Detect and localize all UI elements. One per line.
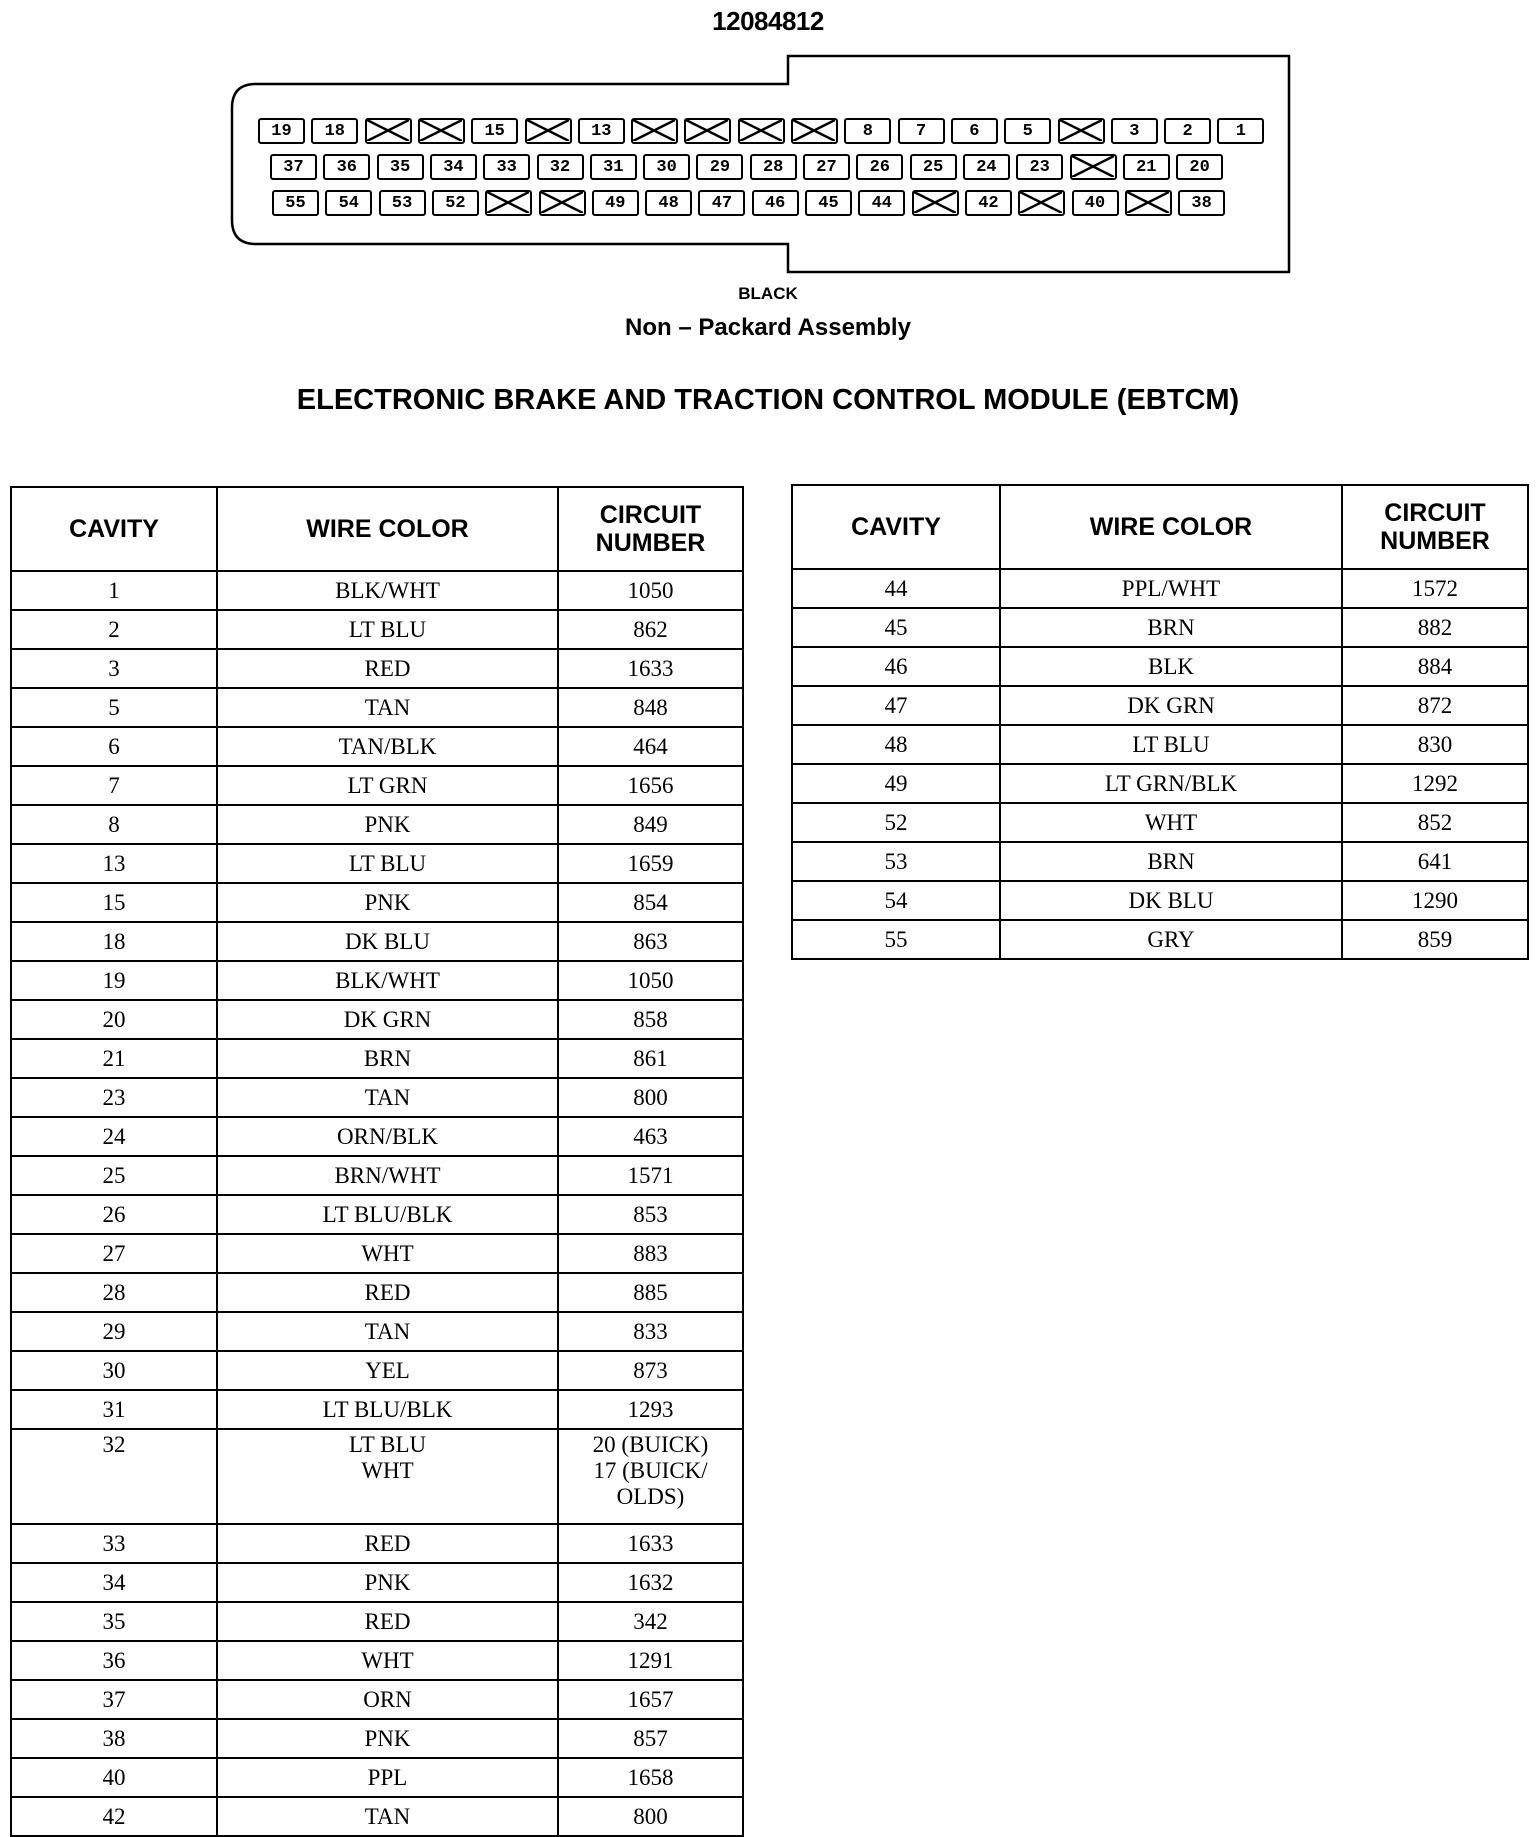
table-row — [11, 1758, 743, 1797]
cavity-cell: 27 — [11, 1234, 217, 1273]
table-header-row — [792, 485, 1528, 569]
column-header-circuit-line1: CIRCUIT — [599, 501, 702, 529]
circuit-number-cell: 342 — [558, 1602, 743, 1641]
cavity-21: 21 — [1123, 154, 1170, 180]
pin-table-left-body — [11, 571, 743, 1836]
table-row — [11, 961, 743, 1000]
table-row — [11, 1351, 743, 1390]
circuit-number-cell: 858 — [558, 1000, 743, 1039]
circuit-number-cell: 641 — [1342, 842, 1528, 881]
cavity-15: 15 — [471, 118, 518, 144]
wire-color-cell: WHT — [217, 1641, 558, 1680]
table-row — [792, 842, 1528, 881]
wire-color-cell: RED — [217, 649, 558, 688]
wire-color-cell: PPL/WHT — [1000, 569, 1342, 608]
cavity-cell: 6 — [11, 727, 217, 766]
column-header-cavity: CAVITY — [792, 485, 1000, 569]
cavity-cell: 47 — [792, 686, 1000, 725]
circuit-number-cell: 853 — [558, 1195, 743, 1234]
wire-color-cell: PPL — [217, 1758, 558, 1797]
table-row — [792, 725, 1528, 764]
table-row — [11, 883, 743, 922]
circuit-number-cell: 800 — [558, 1797, 743, 1836]
plugged-cavity — [1058, 118, 1105, 144]
cavity-cell: 24 — [11, 1117, 217, 1156]
cavity-8: 8 — [844, 118, 891, 144]
cavity-28: 28 — [750, 154, 797, 180]
cavity-cell: 40 — [11, 1758, 217, 1797]
plugged-cavity — [418, 118, 465, 144]
cavity-49: 49 — [592, 190, 639, 216]
cavity-cell: 31 — [11, 1390, 217, 1429]
table-row — [792, 803, 1528, 842]
column-header-circuit-line2: NUMBER — [595, 529, 706, 557]
column-header-circuit-line2: NUMBER — [1380, 527, 1490, 555]
wire-color-cell: PNK — [217, 1719, 558, 1758]
table-row — [792, 608, 1528, 647]
circuit-number-cell: 1290 — [1342, 881, 1528, 920]
module-title: ELECTRONIC BRAKE AND TRACTION CONTROL MODULE (EBTCM) — [296, 384, 1240, 416]
cavity-cell: 28 — [11, 1273, 217, 1312]
circuit-number-cell-line: OLDS) — [616, 1484, 685, 1509]
circuit-number-cell: 1657 — [558, 1680, 743, 1719]
table-row — [11, 1390, 743, 1429]
cavity-cell: 42 — [11, 1797, 217, 1836]
plugged-cavity — [485, 190, 532, 216]
cavity-27: 27 — [803, 154, 850, 180]
table-row — [792, 569, 1528, 608]
table-row — [11, 1524, 743, 1563]
wire-color-cell: LT BLU — [1000, 725, 1342, 764]
table-row — [11, 1039, 743, 1078]
circuit-number-cell: 861 — [558, 1039, 743, 1078]
cavity-row-3 — [272, 190, 1232, 220]
cavity-20: 20 — [1176, 154, 1223, 180]
pin-table-right — [791, 484, 1529, 960]
circuit-number-cell: 872 — [1342, 686, 1528, 725]
cavity-18: 18 — [311, 118, 358, 144]
wire-color-cell: YEL — [217, 1351, 558, 1390]
circuit-number-cell: 1658 — [558, 1758, 743, 1797]
circuit-number-cell: 1656 — [558, 766, 743, 805]
connector-color-label: BLACK — [738, 284, 798, 303]
assembly-label: Non – Packard Assembly — [625, 314, 911, 341]
wire-color-cell: GRY — [1000, 920, 1342, 959]
wire-color-cell: RED — [217, 1602, 558, 1641]
cavity-44: 44 — [858, 190, 905, 216]
wire-color-cell: TAN — [217, 688, 558, 727]
column-header-wire-color: WIRE COLOR — [1000, 485, 1342, 569]
cavity-cell: 45 — [792, 608, 1000, 647]
table-row — [11, 1078, 743, 1117]
table-row — [11, 1602, 743, 1641]
circuit-number-cell: 883 — [558, 1234, 743, 1273]
table-row — [11, 649, 743, 688]
cavity-36: 36 — [323, 154, 370, 180]
cavity-32: 32 — [537, 154, 584, 180]
table-row — [11, 1156, 743, 1195]
circuit-number-cell: 885 — [558, 1273, 743, 1312]
cavity-cell: 1 — [11, 571, 217, 610]
table-row — [792, 647, 1528, 686]
circuit-number-cell: 882 — [1342, 608, 1528, 647]
circuit-number-cell: 1659 — [558, 844, 743, 883]
cavity-3: 3 — [1111, 118, 1158, 144]
circuit-number-cell: 849 — [558, 805, 743, 844]
wire-color-cell-line: LT BLU — [348, 1432, 427, 1457]
table-row — [792, 881, 1528, 920]
table-row — [11, 844, 743, 883]
wire-color-cell: LT BLU/BLK — [217, 1390, 558, 1429]
column-header-circuit-number — [558, 487, 743, 571]
cavity-cell: 35 — [11, 1602, 217, 1641]
circuit-number-cell: 1050 — [558, 571, 743, 610]
plugged-cavity — [684, 118, 731, 144]
cavity-42: 42 — [965, 190, 1012, 216]
cavity-26: 26 — [856, 154, 903, 180]
cavity-cell: 33 — [11, 1524, 217, 1563]
column-header-wire-color: WIRE COLOR — [217, 487, 558, 571]
wire-color-cell: WHT — [1000, 803, 1342, 842]
cavity-cell: 23 — [11, 1078, 217, 1117]
table-row — [11, 1273, 743, 1312]
circuit-number-cell: 830 — [1342, 725, 1528, 764]
cavity-cell: 13 — [11, 844, 217, 883]
wire-color-cell: BRN — [1000, 842, 1342, 881]
wire-color-cell: BRN — [1000, 608, 1342, 647]
cavity-row-2 — [270, 154, 1230, 184]
cavity-cell: 19 — [11, 961, 217, 1000]
circuit-number-cell: 833 — [558, 1312, 743, 1351]
cavity-13: 13 — [578, 118, 625, 144]
cavity-34: 34 — [430, 154, 477, 180]
wire-color-cell: PNK — [217, 805, 558, 844]
plugged-cavity — [1070, 154, 1117, 180]
cavity-cell: 8 — [11, 805, 217, 844]
plugged-cavity — [912, 190, 959, 216]
table-row — [11, 1000, 743, 1039]
table-row — [11, 1195, 743, 1234]
circuit-number-cell: 1633 — [558, 649, 743, 688]
wire-color-cell: BLK/WHT — [217, 961, 558, 1000]
cavity-46: 46 — [752, 190, 799, 216]
wire-color-cell: PNK — [217, 1563, 558, 1602]
cavity-cell: 25 — [11, 1156, 217, 1195]
wire-color-cell: BRN/WHT — [217, 1156, 558, 1195]
cavity-cell: 20 — [11, 1000, 217, 1039]
cavity-1: 1 — [1217, 118, 1264, 144]
table-row — [792, 920, 1528, 959]
cavity-cell: 2 — [11, 610, 217, 649]
cavity-2: 2 — [1164, 118, 1211, 144]
circuit-number-cell: 1632 — [558, 1563, 743, 1602]
plugged-cavity — [539, 190, 586, 216]
cavity-38: 38 — [1178, 190, 1225, 216]
circuit-number-cell: 1571 — [558, 1156, 743, 1195]
wire-color-cell: DK GRN — [1000, 686, 1342, 725]
wire-color-cell: DK BLU — [1000, 881, 1342, 920]
cavity-cell: 7 — [11, 766, 217, 805]
wire-color-cell: PNK — [217, 883, 558, 922]
column-header-circuit-number — [1342, 485, 1528, 569]
wire-color-cell: LT BLU — [217, 844, 558, 883]
table-row — [11, 571, 743, 610]
cavity-row-1 — [258, 118, 1268, 148]
cavity-cell: 38 — [11, 1719, 217, 1758]
cavity-53: 53 — [379, 190, 426, 216]
table-row — [11, 688, 743, 727]
table-row — [11, 610, 743, 649]
table-row — [11, 1797, 743, 1836]
plugged-cavity — [631, 118, 678, 144]
cavity-cell: 15 — [11, 883, 217, 922]
cavity-cell: 52 — [792, 803, 1000, 842]
cavity-5: 5 — [1004, 118, 1051, 144]
cavity-cell: 34 — [11, 1563, 217, 1602]
wire-color-cell-line: WHT — [361, 1458, 414, 1483]
cavity-40: 40 — [1072, 190, 1119, 216]
wire-color-cell: TAN — [217, 1312, 558, 1351]
table-row — [11, 1641, 743, 1680]
circuit-number-cell: 1572 — [1342, 569, 1528, 608]
table-row — [11, 1680, 743, 1719]
circuit-number-cell: 1050 — [558, 961, 743, 1000]
part-number: 12084812 — [712, 6, 824, 36]
cavity-24: 24 — [963, 154, 1010, 180]
wire-color-cell: LT BLU/BLK — [217, 1195, 558, 1234]
circuit-number-cell: 859 — [1342, 920, 1528, 959]
circuit-number-cell: 873 — [558, 1351, 743, 1390]
circuit-number-cell: 862 — [558, 610, 743, 649]
wire-color-cell: DK BLU — [217, 922, 558, 961]
wire-color-cell: BLK — [1000, 647, 1342, 686]
circuit-number-cell — [558, 1429, 743, 1524]
circuit-number-cell: 854 — [558, 883, 743, 922]
table-row — [11, 766, 743, 805]
table-row — [11, 1719, 743, 1758]
table-row — [11, 922, 743, 961]
pin-table-right-body — [792, 569, 1528, 959]
cavity-cell: 29 — [11, 1312, 217, 1351]
cavity-25: 25 — [910, 154, 957, 180]
cavity-23: 23 — [1016, 154, 1063, 180]
cavity-cell: 53 — [792, 842, 1000, 881]
cavity-29: 29 — [696, 154, 743, 180]
plugged-cavity — [1125, 190, 1172, 216]
cavity-cell: 55 — [792, 920, 1000, 959]
circuit-number-cell: 857 — [558, 1719, 743, 1758]
wire-color-cell: DK GRN — [217, 1000, 558, 1039]
wire-color-cell: ORN/BLK — [217, 1117, 558, 1156]
cavity-7: 7 — [898, 118, 945, 144]
circuit-number-cell: 884 — [1342, 647, 1528, 686]
plugged-cavity — [791, 118, 838, 144]
pin-table-left — [10, 486, 744, 1837]
plugged-cavity — [365, 118, 412, 144]
cavity-cell: 36 — [11, 1641, 217, 1680]
wire-color-cell: TAN — [217, 1078, 558, 1117]
wire-color-cell: LT GRN — [217, 766, 558, 805]
cavity-cell: 30 — [11, 1351, 217, 1390]
table-row — [792, 686, 1528, 725]
circuit-number-cell: 1633 — [558, 1524, 743, 1563]
table-row — [792, 764, 1528, 803]
cavity-31: 31 — [590, 154, 637, 180]
cavity-cell: 3 — [11, 649, 217, 688]
table-row — [11, 1234, 743, 1273]
cavity-47: 47 — [698, 190, 745, 216]
cavity-cell: 46 — [792, 647, 1000, 686]
wire-color-cell: RED — [217, 1524, 558, 1563]
wire-color-cell: BLK/WHT — [217, 571, 558, 610]
table-header-row — [11, 487, 743, 571]
circuit-number-cell: 463 — [558, 1117, 743, 1156]
wire-color-cell: LT BLU — [217, 610, 558, 649]
plugged-cavity — [1018, 190, 1065, 216]
circuit-number-cell: 863 — [558, 922, 743, 961]
cavity-45: 45 — [805, 190, 852, 216]
cavity-cell: 37 — [11, 1680, 217, 1719]
cavity-37: 37 — [270, 154, 317, 180]
table-row — [11, 1312, 743, 1351]
cavity-55: 55 — [272, 190, 319, 216]
wire-color-cell: LT GRN/BLK — [1000, 764, 1342, 803]
circuit-number-cell: 852 — [1342, 803, 1528, 842]
cavity-52: 52 — [432, 190, 479, 216]
circuit-number-cell: 1293 — [558, 1390, 743, 1429]
table-row — [11, 1563, 743, 1602]
cavity-cell: 54 — [792, 881, 1000, 920]
cavity-54: 54 — [325, 190, 372, 216]
cavity-cell: 49 — [792, 764, 1000, 803]
cavity-19: 19 — [258, 118, 305, 144]
table-row — [11, 727, 743, 766]
cavity-33: 33 — [483, 154, 530, 180]
connector-diagram — [228, 54, 1292, 274]
column-header-circuit-line1: CIRCUIT — [1384, 499, 1486, 527]
table-row — [11, 805, 743, 844]
table-row — [11, 1117, 743, 1156]
circuit-number-cell: 1291 — [558, 1641, 743, 1680]
cavity-6: 6 — [951, 118, 998, 144]
cavity-cell: 32 — [11, 1429, 217, 1524]
cavity-cell: 26 — [11, 1195, 217, 1234]
cavity-cell: 44 — [792, 569, 1000, 608]
cavity-35: 35 — [377, 154, 424, 180]
plugged-cavity — [738, 118, 785, 144]
wire-color-cell: WHT — [217, 1234, 558, 1273]
circuit-number-cell: 848 — [558, 688, 743, 727]
circuit-number-cell: 464 — [558, 727, 743, 766]
wire-color-cell: RED — [217, 1273, 558, 1312]
wire-color-cell: BRN — [217, 1039, 558, 1078]
circuit-number-cell-line: 20 (BUICK) — [592, 1432, 709, 1457]
cavity-30: 30 — [643, 154, 690, 180]
cavity-cell: 21 — [11, 1039, 217, 1078]
circuit-number-cell-line: 17 (BUICK/ — [593, 1458, 708, 1483]
cavity-cell: 5 — [11, 688, 217, 727]
wire-color-cell — [217, 1429, 558, 1524]
column-header-cavity: CAVITY — [11, 487, 217, 571]
cavity-cell: 48 — [792, 725, 1000, 764]
plugged-cavity — [525, 118, 572, 144]
wire-color-cell: TAN/BLK — [217, 727, 558, 766]
table-row — [11, 1429, 743, 1524]
wire-color-cell: ORN — [217, 1680, 558, 1719]
circuit-number-cell: 800 — [558, 1078, 743, 1117]
cavity-48: 48 — [645, 190, 692, 216]
circuit-number-cell: 1292 — [1342, 764, 1528, 803]
wire-color-cell: TAN — [217, 1797, 558, 1836]
cavity-cell: 18 — [11, 922, 217, 961]
